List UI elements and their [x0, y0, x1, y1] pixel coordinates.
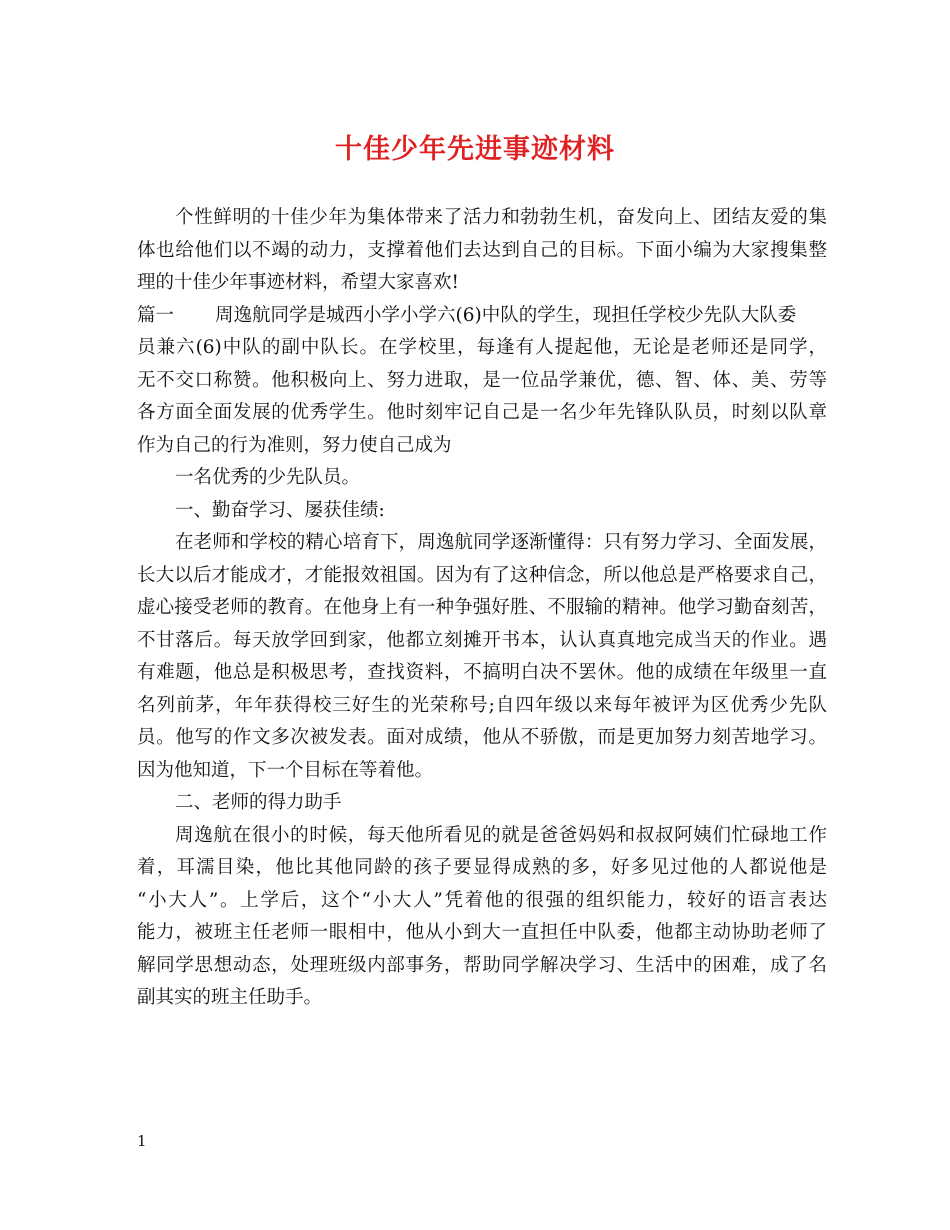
section-line: 员兼六(6)中队的副中队长。在学校里，每逢有人提起他，无论是老师还是同学，: [137, 337, 827, 358]
para-2-line: 着，耳濡目染，他比其他同龄的孩子要显得成熟的多，好多见过他的人都说他是: [137, 857, 827, 878]
para-1-line: 员。他写的作文多次被发表。面对成绩，他从不骄傲，而是更加努力刻苦地学习。: [137, 727, 827, 748]
intro-line: 体也给他们以不竭的动力，支撑着他们去达到自己的目标。下面小编为大家搜集整: [137, 239, 827, 261]
para-1-line: 长大以后才能成才，才能报效祖国。因为有了这种信念，所以他总是严格要求自己，: [137, 564, 827, 586]
section-first-text: 周逸航同学是城西小学小学六(6)中队的学生，现担任学校少先队大队委: [215, 304, 797, 326]
intro-line: 理的十佳少年事迹材料，希望大家喜欢!: [137, 272, 459, 293]
section-line: 无不交口称赞。他积极向上、努力进取，是一位品学兼优，德、智、体、美、劳等: [137, 369, 827, 391]
para-1-line: 有难题，他总是积极思考，查找资料，不搞明白决不罢休。他的成绩在年级里一直: [137, 662, 827, 683]
section-label: 篇一: [137, 304, 175, 326]
document-title: 十佳少年先进事迹材料: [335, 134, 615, 165]
para-2-line: 周逸航在很小的时候，每天他所看见的就是爸爸妈妈和叔叔阿姨们忙碌地工作: [175, 824, 827, 846]
para-1-line: 虚心接受老师的教育。在他身上有一种争强好胜、不服输的精神。他学习勤奋刻苦，: [137, 597, 827, 618]
section-line: 作为自己的行为准则，努力使自己成为: [137, 434, 452, 456]
para-1-line: 在老师和学校的精心培育下，周逸航同学逐渐懂得：只有努力学习、全面发展，: [175, 532, 827, 553]
heading-2: 二、老师的得力助手: [175, 792, 342, 813]
para-2-line: “小大人”。上学后，这个“小大人”凭着他的很强的组织能力，较好的语言表达: [137, 889, 827, 911]
page-number: 1: [137, 1132, 147, 1150]
para-1-line: 不甘落后。每天放学回到家，他都立刻摊开书本，认认真真地完成当天的作业。遇: [137, 629, 827, 651]
document-body: [137, 202, 827, 1015]
para-1-line: 名列前茅，年年获得校三好生的光荣称号;自四年级以来每年被评为区优秀少先队: [137, 694, 827, 716]
para-1-line: 因为他知道，下一个目标在等着他。: [137, 759, 434, 781]
para-2-line: 解同学思想动态，处理班级内部事务，帮助同学解决学习、生活中的困难，成了名: [137, 954, 827, 976]
section-line: 各方面全面发展的优秀学生。他时刻牢记自己是一名少年先锋队队员，时刻以队章: [137, 402, 827, 423]
section-tail: 一名优秀的少先队员。: [175, 467, 361, 488]
para-2-line: 能力，被班主任老师一眼相中，他从小到大一直担任中队委，他都主动协助老师了: [137, 922, 827, 943]
heading-1: 一、勤奋学习、屡获佳绩:: [175, 499, 385, 521]
intro-line: 个性鲜明的十佳少年为集体带来了活力和勃勃生机，奋发向上、团结友爱的集: [175, 207, 827, 228]
para-2-line: 副其实的班主任助手。: [137, 987, 323, 1008]
section-first-line: [137, 300, 827, 333]
